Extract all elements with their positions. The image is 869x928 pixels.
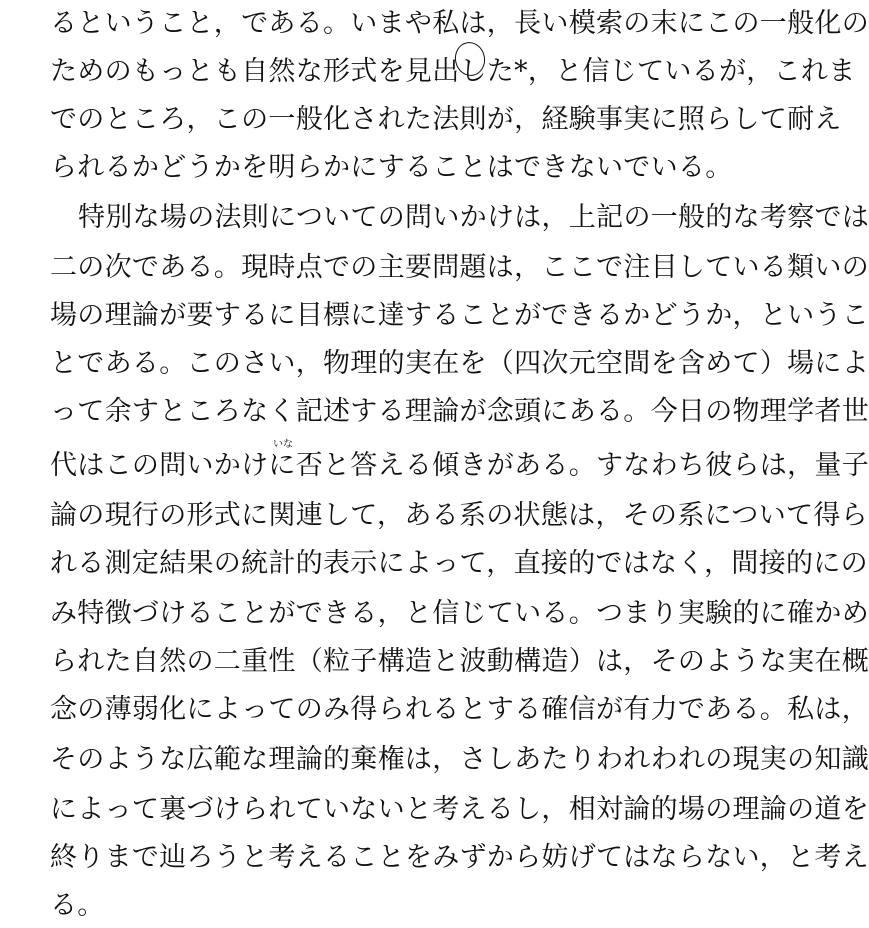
text-line-18: 終りまで辿ろうと考えることをみずから妨げてはならない，と考え [50, 842, 869, 873]
text-line-6: 二の次である。現時点での主要問題は，ここで注目している類いの [50, 252, 869, 283]
text-line-8: とである。このさい，物理的実在を（四次元空間を含めて）場によ [50, 348, 869, 379]
text-line-2: ためのもっとも自然な形式を見出した*，と信じているが，これま [50, 56, 856, 87]
furigana-ruby: いな [273, 439, 293, 450]
text-line-3: でのところ，この一般化された法則が，経験事実に照らして耐え [50, 104, 842, 135]
text-line-19: る。 [50, 890, 105, 921]
paragraph-start-line: 特別な場の法則についての問いかけは，上記の一般的な考察では [78, 202, 869, 233]
text-line-13: み特徴づけることができる，と信じている。つまり実験的に確かめ [50, 598, 869, 629]
text-line-4: られるかどうかを明らかにすることはできないでいる。 [50, 152, 733, 183]
text-line-17: によって裏づけられていないと考えるし，相対論的場の理論の道を [50, 794, 869, 825]
text-line-9: って余すところなく記述する理論が念頭にある。今日の物理学者世 [50, 396, 869, 427]
text-line-12: れる測定結果の統計的表示によって，直接的ではなく，間接的にの [50, 548, 868, 579]
text-line-10: 代はこの問いかけに否と答える傾きがある。すなわち彼らは，量子 [50, 450, 869, 481]
text-line-16: そのような広範な理論的棄権は，さしあたりわれわれの現実の知識 [50, 744, 869, 775]
text-line-11: 論の現行の形式に関連して，ある系の状態は，その系について得ら [50, 500, 868, 531]
text-line-15: 念の薄弱化によってのみ得られるとする確信が有力である。私は， [50, 694, 869, 725]
text-line-1: るということ，である。いまや私は，長い模索の末にこの一般化の [50, 8, 869, 39]
text-line-14: られた自然の二重性（粒子構造と波動構造）は，そのような実在概 [50, 646, 869, 677]
text-line-7: 場の理論が要するに目標に達することができるかどうか，というこ [50, 300, 869, 331]
